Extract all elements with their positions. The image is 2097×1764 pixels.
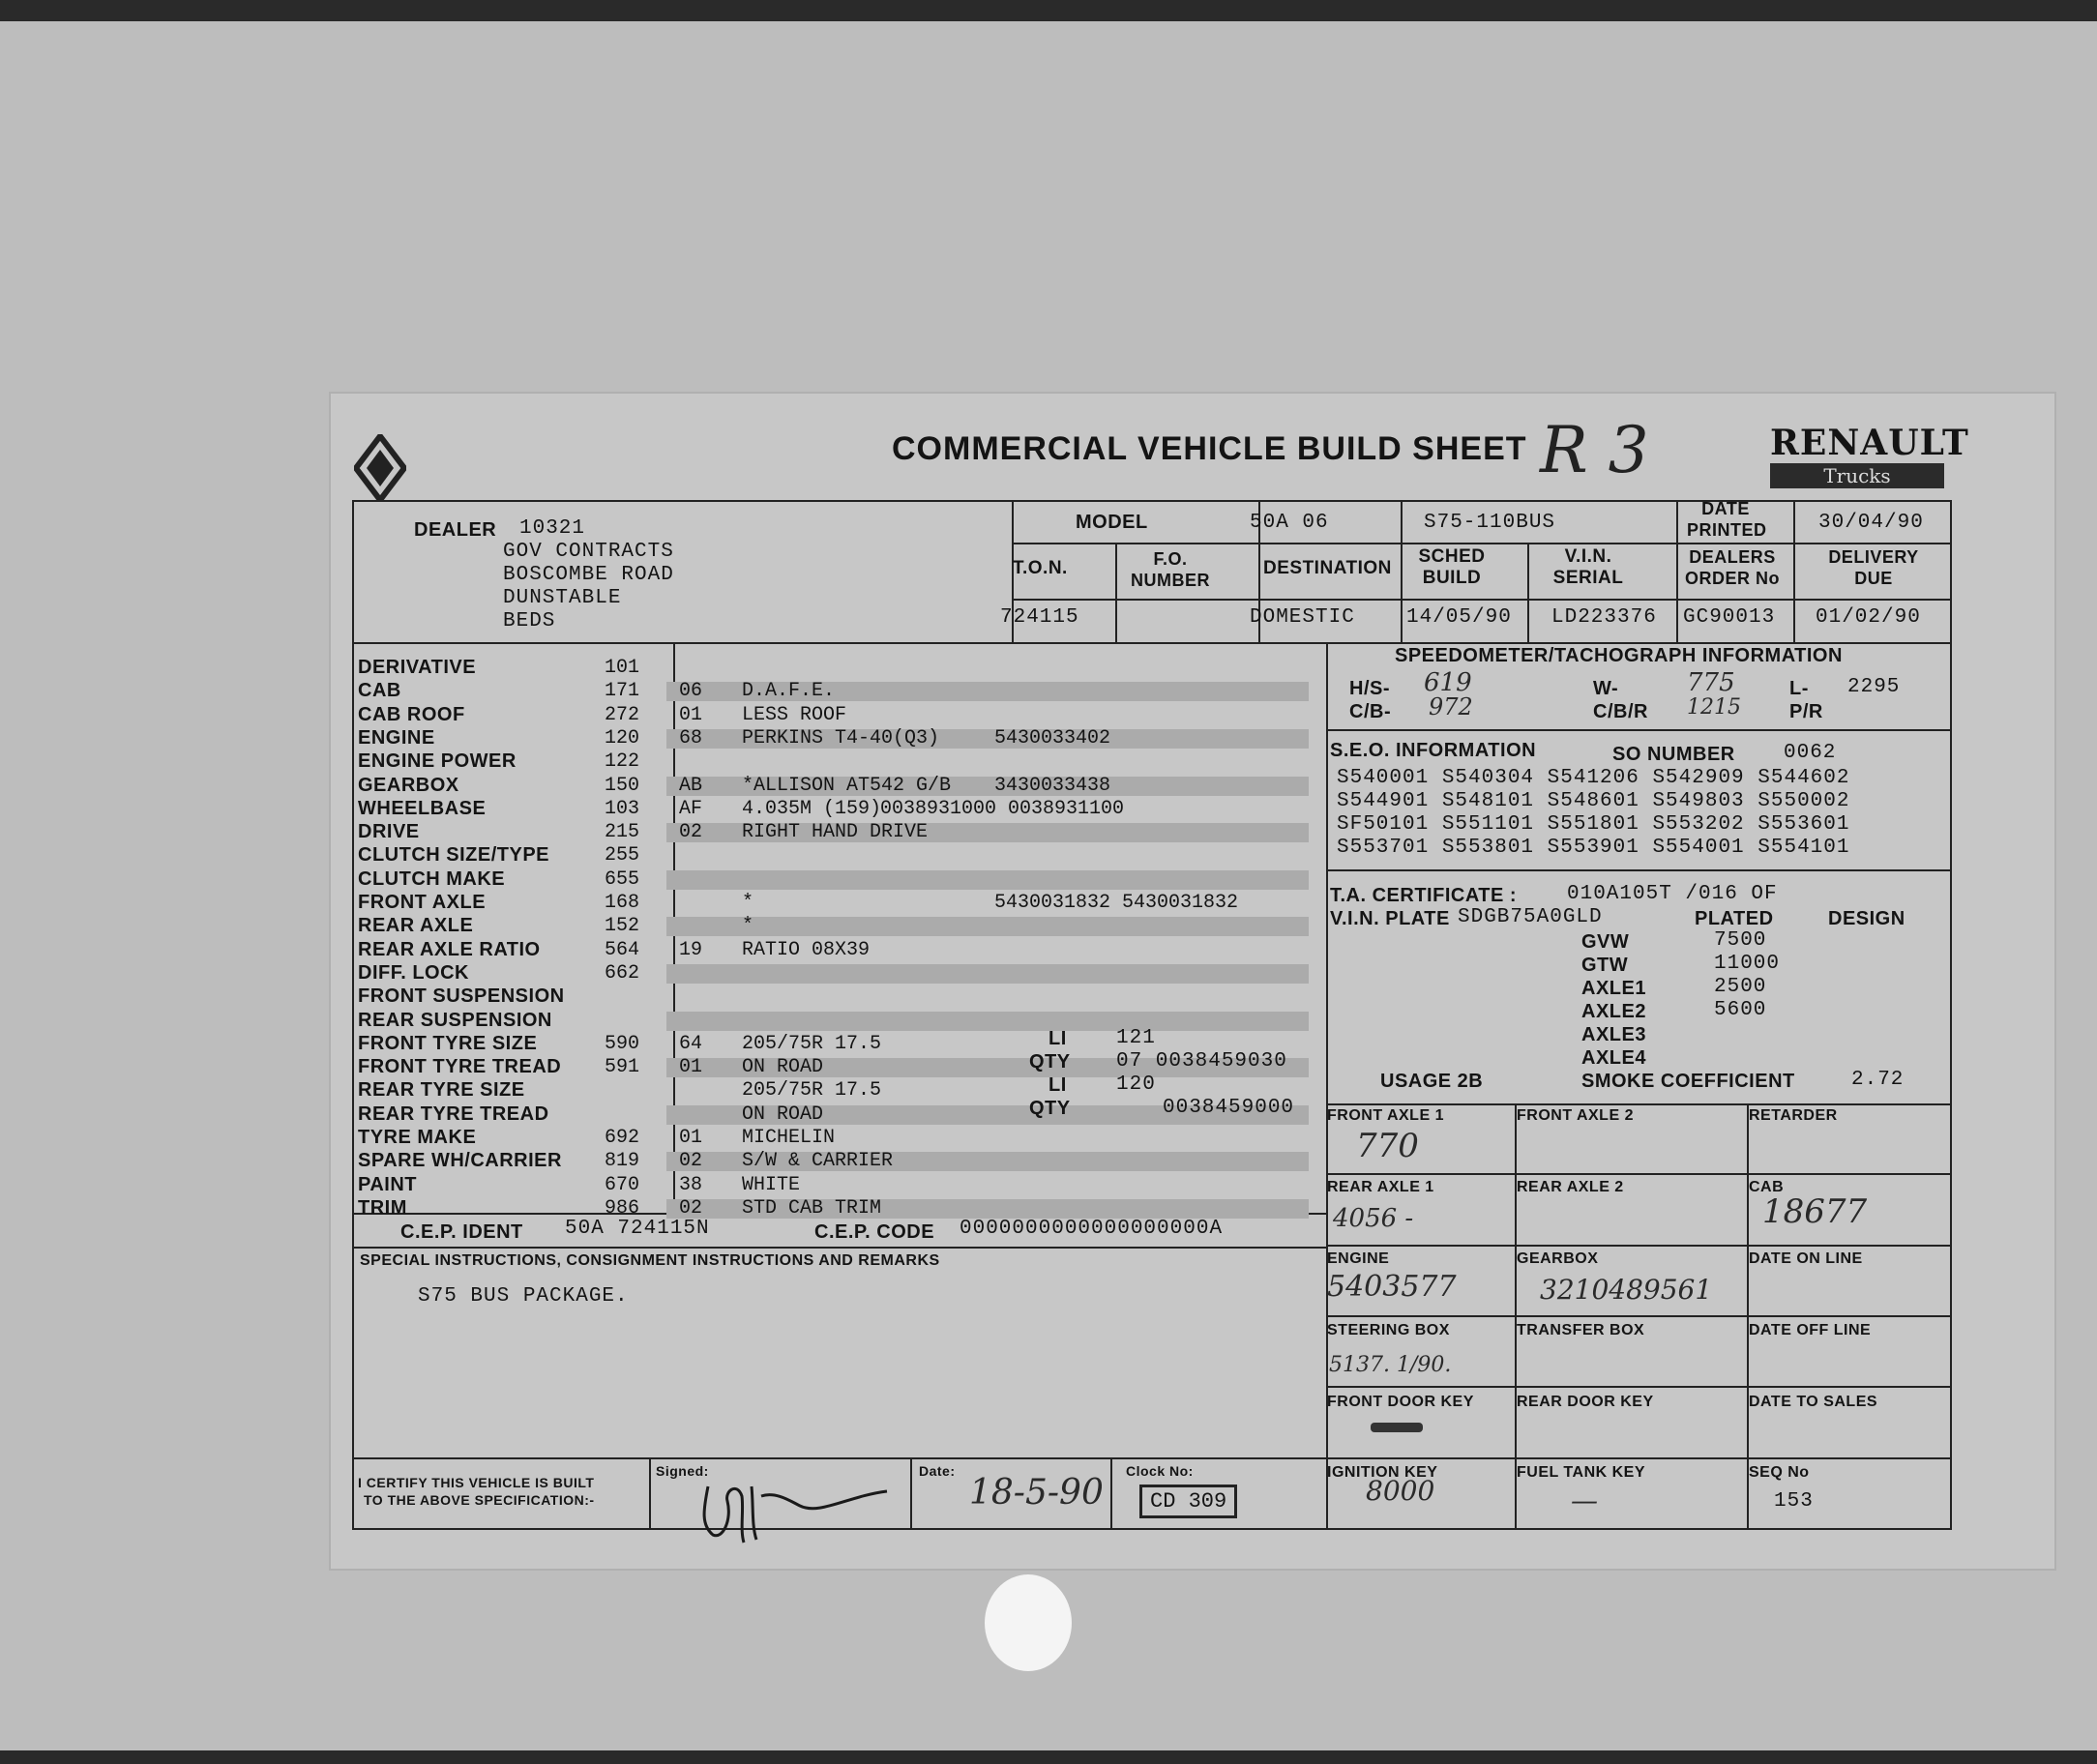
spec-code: 215 (605, 821, 640, 843)
spec-code: 590 (605, 1033, 640, 1055)
spec-label: FRONT TYRE TREAD (358, 1056, 562, 1077)
spec-description: RATIO 08X39 (742, 939, 871, 961)
renault-diamond-logo-icon (354, 434, 406, 502)
row-stripe (666, 1012, 1309, 1031)
spec-description: *ALLISON AT542 G/B (742, 775, 952, 797)
spec-description: PERKINS T4-40(Q3) (742, 727, 940, 750)
destination-label: DESTINATION (1263, 558, 1392, 578)
scan-bottom-edge (0, 1750, 2097, 1764)
model-label: MODEL (1076, 512, 1148, 533)
ta-row-label: GVW (1581, 931, 1630, 953)
spec-description: RIGHT HAND DRIVE (742, 821, 929, 843)
front-axle1-label: FRONT AXLE 1 (1327, 1107, 1444, 1124)
spec-label: PAINT (358, 1174, 418, 1195)
spec-part-numbers: 5430033402 (994, 727, 1111, 750)
destination-value: DOMESTIC (1250, 606, 1355, 629)
fuel-value: — (1571, 1485, 1598, 1516)
spec-label: DERIVATIVE (358, 657, 477, 678)
spec-option: 38 (679, 1174, 703, 1196)
seo-line-4: S553701 S553801 S553901 S554001 S554101 (1337, 837, 1850, 859)
date-label: Date: (919, 1463, 956, 1479)
date-value: 18-5-90 (969, 1473, 1104, 1513)
row-stripe (666, 964, 1309, 984)
vin-plate-label: V.I.N. PLATE (1330, 908, 1450, 929)
seq-label: SEQ No (1749, 1464, 1810, 1481)
brand-name: RENAULT (1770, 423, 1969, 463)
spec-description: WHITE (742, 1174, 801, 1196)
rear-qty-label: QTY (1029, 1098, 1071, 1119)
seo-line-2: S544901 S548101 S548601 S549803 S550002 (1337, 790, 1850, 812)
front-qty-label: QTY (1029, 1051, 1071, 1073)
special-instructions-label: SPECIAL INSTRUCTIONS, CONSIGNMENT INSTRUCTIONS AND REMARKS (360, 1252, 940, 1269)
engine-label: ENGINE (1327, 1250, 1390, 1267)
spec-description: 4.035M (159) (742, 798, 882, 820)
l-value: 2295 (1847, 676, 1901, 698)
scan-blemish (985, 1574, 1072, 1671)
scan-top-edge (0, 0, 2097, 21)
spec-part-numbers: 3430033438 (994, 775, 1111, 797)
dealer-address-line2: BOSCOMBE ROAD (503, 564, 674, 586)
cb-value: 972 (1429, 693, 1473, 720)
spec-code: 272 (605, 704, 640, 726)
front-li-value: 121 (1116, 1027, 1156, 1049)
transfer-label: TRANSFER BOX (1517, 1322, 1645, 1338)
row-stripe (666, 870, 1309, 890)
spec-part-numbers: 5430031832 5430031832 (994, 892, 1239, 914)
vin-label: V.I.N. SERIAL (1552, 546, 1624, 588)
sched-label: SCHED BUILD (1418, 546, 1486, 588)
spec-code: 152 (605, 915, 640, 937)
spec-label: FRONT TYRE SIZE (358, 1033, 538, 1054)
model-desc: S75-110BUS (1424, 512, 1556, 534)
rear-door-label: REAR DOOR KEY (1517, 1394, 1654, 1410)
build-sheet (329, 392, 2056, 1571)
spec-description: * (742, 915, 754, 937)
cab-label: CAB (1749, 1179, 1785, 1195)
spec-code: 255 (605, 844, 640, 867)
front-door-label: FRONT DOOR KEY (1327, 1394, 1474, 1410)
spec-option: 02 (679, 1150, 703, 1172)
spec-option: 01 (679, 1127, 703, 1149)
pr-label: P/R (1789, 701, 1823, 722)
spec-label: ENGINE POWER (358, 750, 517, 772)
ta-row-value: 2500 (1714, 976, 1767, 998)
spec-description: ON ROAD (742, 1103, 824, 1126)
certify-line2: TO THE ABOVE SPECIFICATION:- (364, 1492, 595, 1508)
spec-code: 986 (605, 1197, 640, 1220)
spec-code: 101 (605, 657, 640, 679)
smoke-value: 2.72 (1851, 1069, 1905, 1091)
brand-sub: Trucks (1770, 463, 1944, 488)
w-label: W- (1593, 678, 1619, 699)
seo-title: S.E.O. INFORMATION (1330, 740, 1537, 761)
design-label: DESIGN (1828, 908, 1905, 929)
fuel-label: FUEL TANK KEY (1517, 1464, 1646, 1481)
renault-trucks-logo (1770, 423, 1969, 488)
speedo-title: SPEEDOMETER/TACHOGRAPH INFORMATION (1395, 645, 1843, 666)
spec-label: CLUTCH MAKE (358, 868, 506, 890)
spec-label: REAR TYRE TREAD (358, 1103, 549, 1125)
cbr-value: 1215 (1687, 695, 1741, 720)
spec-label: TYRE MAKE (358, 1127, 477, 1148)
gearbox-label: GEARBOX (1517, 1250, 1599, 1267)
dealer-label: DEALER (414, 519, 497, 541)
vin-value: LD223376 (1551, 606, 1657, 629)
dealer-address-line4: BEDS (503, 610, 556, 632)
front-door-key-scribble (1371, 1423, 1423, 1432)
spec-option: 01 (679, 704, 703, 726)
so-label: SO NUMBER (1612, 744, 1735, 765)
ta-row-label: GTW (1581, 955, 1629, 976)
l-label: L- (1789, 678, 1809, 699)
signature-icon (684, 1467, 906, 1544)
special-instructions-text: S75 BUS PACKAGE. (418, 1285, 629, 1308)
spec-label: TRIM (358, 1197, 407, 1219)
spec-code: 120 (605, 727, 640, 750)
cab-value: 18677 (1762, 1192, 1868, 1231)
date-off-line-label: DATE OFF LINE (1749, 1322, 1872, 1338)
spec-description: 205/75R 17.5 (742, 1079, 882, 1102)
steering-value: 5137. 1/90. (1329, 1353, 1452, 1377)
front-axle2-label: FRONT AXLE 2 (1517, 1107, 1634, 1124)
cep-code-value: 0000000000000000000A (960, 1218, 1224, 1240)
date-printed-label: DATE PRINTED (1687, 499, 1767, 540)
spec-code: 122 (605, 750, 640, 773)
ta-row-value: 5600 (1714, 999, 1767, 1021)
spec-label: WHEELBASE (358, 798, 487, 819)
ta-row-label: AXLE4 (1581, 1047, 1646, 1069)
spec-option: 02 (679, 1197, 703, 1220)
delivery-value: 01/02/90 (1816, 606, 1921, 629)
model-value: 50A 06 (1250, 512, 1329, 534)
spec-label: CLUTCH SIZE/TYPE (358, 844, 550, 866)
rear-li-value: 120 (1116, 1073, 1156, 1096)
vin-plate-value: SDGB75A0GLD (1458, 906, 1603, 928)
usage-label: USAGE 2B (1380, 1071, 1484, 1092)
date-printed-value: 30/04/90 (1818, 512, 1924, 534)
rear-axle2-label: REAR AXLE 2 (1517, 1179, 1624, 1195)
spec-label: CAB (358, 680, 401, 701)
spec-code: 564 (605, 939, 640, 961)
rear-axle1-label: REAR AXLE 1 (1327, 1179, 1434, 1195)
spec-label: REAR TYRE SIZE (358, 1079, 525, 1101)
w-value: 775 (1687, 668, 1735, 697)
spec-label: REAR AXLE RATIO (358, 939, 541, 960)
front-qty-value: 07 0038459030 (1116, 1050, 1287, 1073)
spec-option: 68 (679, 727, 703, 750)
spec-description: MICHELIN (742, 1127, 836, 1149)
date-on-line-label: DATE ON LINE (1749, 1250, 1863, 1267)
spec-code: 168 (605, 892, 640, 914)
signed-label: Signed: (656, 1463, 709, 1479)
ta-row-value: 11000 (1714, 953, 1781, 975)
dealer-code: 10321 (519, 517, 586, 540)
rear-qty-value: 0038459000 (1163, 1097, 1295, 1119)
spec-code: 662 (605, 962, 640, 985)
spec-label: FRONT SUSPENSION (358, 985, 565, 1007)
spec-code: 591 (605, 1056, 640, 1078)
spec-option: 02 (679, 821, 703, 843)
ta-row-value: 7500 (1714, 929, 1767, 952)
steering-label: STEERING BOX (1327, 1322, 1450, 1338)
delivery-label: DELIVERY DUE (1828, 547, 1919, 588)
hs-label: H/S- (1349, 678, 1390, 699)
ta-row-label: AXLE3 (1581, 1024, 1646, 1045)
ignition-label: IGNITION KEY (1327, 1464, 1438, 1481)
rear-li-label: LI (1048, 1074, 1067, 1096)
spec-option: 19 (679, 939, 703, 961)
seo-line-1: S540001 S540304 S541206 S542909 S544602 (1337, 767, 1850, 789)
cep-ident-label: C.E.P. IDENT (400, 1221, 523, 1243)
spec-code: 103 (605, 798, 640, 820)
dealers-order-value: GC90013 (1683, 606, 1776, 629)
retarder-label: RETARDER (1749, 1107, 1838, 1124)
spec-label: GEARBOX (358, 775, 459, 796)
ton-label: T.O.N. (1013, 558, 1068, 578)
cep-code-label: C.E.P. CODE (814, 1221, 935, 1243)
spec-code: 692 (605, 1127, 640, 1149)
spec-label: FRONT AXLE (358, 892, 487, 913)
dealer-address-line1: GOV CONTRACTS (503, 541, 674, 563)
gearbox-value: 3210489561 (1540, 1274, 1713, 1306)
spec-label: CAB ROOF (358, 704, 465, 725)
front-li-label: LI (1048, 1028, 1067, 1049)
cb-label: C/B- (1349, 701, 1392, 722)
spec-option: 06 (679, 680, 703, 702)
spec-description: S/W & CARRIER (742, 1150, 894, 1172)
spec-label: DIFF. LOCK (358, 962, 469, 984)
spec-label: REAR SUSPENSION (358, 1010, 552, 1031)
spec-part-numbers: 0038931000 0038931100 (880, 798, 1125, 820)
ta-cert-value: 010A105T /016 OF (1567, 883, 1778, 905)
dealer-address-line3: DUNSTABLE (503, 587, 622, 609)
spec-code: 150 (605, 775, 640, 797)
spec-option: 64 (679, 1033, 703, 1055)
seq-value: 153 (1774, 1490, 1814, 1513)
engine-value: 5403577 (1327, 1270, 1457, 1304)
ta-row-label: AXLE2 (1581, 1001, 1646, 1022)
ton-value: 724115 (1000, 606, 1079, 629)
clock-stamp: CD 309 (1139, 1485, 1237, 1518)
dealers-order-label: DEALERS ORDER No (1685, 547, 1780, 588)
cep-ident-value: 50A 724115N (565, 1218, 710, 1240)
plated-label: PLATED (1695, 908, 1774, 929)
spec-description: STD CAB TRIM (742, 1197, 882, 1220)
spec-description: * (742, 892, 754, 914)
spec-option: AF (679, 798, 703, 820)
spec-description: ON ROAD (742, 1056, 824, 1078)
clock-label: Clock No: (1126, 1463, 1194, 1479)
date-to-sales-label: DATE TO SALES (1749, 1394, 1878, 1410)
seo-line-3: SF50101 S551101 S551801 S553202 S553601 (1337, 813, 1850, 836)
smoke-label: SMOKE COEFFICIENT (1581, 1071, 1795, 1092)
spec-option: AB (679, 775, 703, 797)
rear-axle1-value: 4056 - (1333, 1204, 1414, 1233)
front-axle1-value: 770 (1356, 1127, 1419, 1165)
ta-cert-label: T.A. CERTIFICATE : (1330, 885, 1518, 906)
sheet-title: COMMERCIAL VEHICLE BUILD SHEET (892, 430, 1527, 467)
sched-value: 14/05/90 (1406, 606, 1512, 629)
row-stripe (666, 917, 1309, 936)
fo-label: F.O. NUMBER (1131, 549, 1210, 590)
handwritten-r3: R 3 (1540, 413, 1649, 487)
spec-label: REAR AXLE (358, 915, 474, 936)
cbr-label: C/B/R (1593, 701, 1648, 722)
spec-code: 670 (605, 1174, 640, 1196)
spec-label: DRIVE (358, 821, 420, 842)
so-value: 0062 (1784, 742, 1837, 764)
spec-description: 205/75R 17.5 (742, 1033, 882, 1055)
spec-description: LESS ROOF (742, 704, 847, 726)
spec-label: ENGINE (358, 727, 435, 749)
spec-code: 819 (605, 1150, 640, 1172)
spec-label: SPARE WH/CARRIER (358, 1150, 562, 1171)
spec-code: 655 (605, 868, 640, 891)
spec-code: 171 (605, 680, 640, 702)
certify-line1: I CERTIFY THIS VEHICLE IS BUILT (358, 1475, 595, 1490)
spec-description: D.A.F.E. (742, 680, 836, 702)
ignition-value: 8000 (1366, 1475, 1435, 1507)
spec-option: 01 (679, 1056, 703, 1078)
hs-value: 619 (1424, 668, 1472, 697)
ta-row-label: AXLE1 (1581, 978, 1646, 999)
